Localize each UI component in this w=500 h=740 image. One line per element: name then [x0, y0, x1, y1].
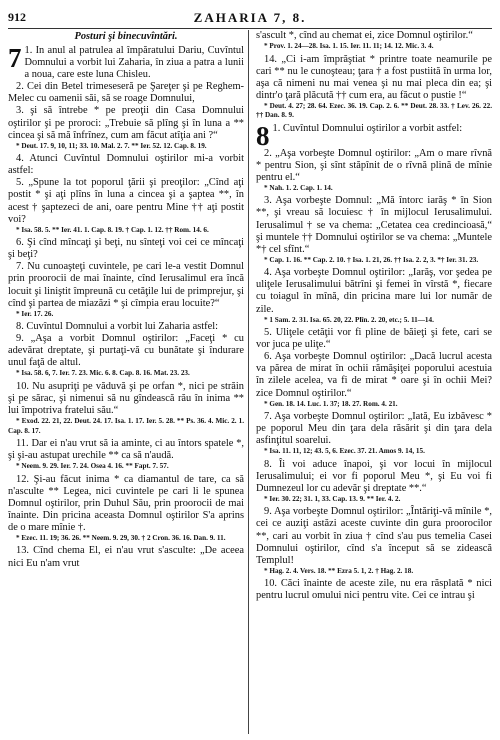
- verse-text: 8. Cuvîntul Domnului a vorbit lui Zaharia astfel:: [16, 321, 219, 333]
- reference-text: * Cap. 1. 16. ** Cap. 2. 10. † Isa. 1. 21, 26. †† Isa. 2. 2, 3. *† Ier. 31. 23.: [264, 255, 479, 264]
- verse: [8, 438, 244, 462]
- verse: [256, 54, 492, 102]
- reference-text: * Isa. 58. 5. ** Ier. 41. 1. Cap. 8. 19. † Cap. 1. 12. †† Rom. 14. 6.: [16, 225, 209, 234]
- verse: [8, 545, 244, 569]
- chapter-number: 7: [8, 45, 22, 73]
- verse-text: 12. Şi-au făcut inima * ca diamantul de tare, ca să n'asculte ** Legea, nici cuvintele pe cari li le spunea Domnul oştirilor, prin Duhul Său, prin proorocii de mai înainte. Din pricina aceasta Domnul oştirilor S'a aprins de o mare mînie †.: [8, 473, 244, 533]
- reference-note: [256, 495, 492, 504]
- reference-text: * Ier. 30. 22; 31. 1, 33. Cap. 13. 9. ** Ier. 4. 2.: [264, 494, 401, 503]
- verse: [256, 351, 492, 399]
- reference-note: [8, 226, 244, 235]
- reference-note: [256, 400, 492, 409]
- reference-text: * Ier. 17. 26.: [16, 309, 54, 318]
- verse: [8, 177, 244, 225]
- verse-text: 1. Cuvîntul Domnului oştirilor a vorbit astfel:: [272, 122, 463, 134]
- verse: [256, 148, 492, 184]
- reference-text: * Isa. 11. 11, 12; 43. 5, 6. Ezec. 37. 21. Amos 9. 14, 15.: [264, 447, 425, 456]
- verse-text: 7. Aşa vorbeşte Domnul oştirilor: „Iată, Eu izbăvesc * pe poporul Meu din ţara dela răsărit şi din ţara dela asfinţitul soarelui.: [256, 411, 492, 447]
- verse: [256, 267, 492, 315]
- verse-text: 1. In anul al patrulea al împăratului Dariu, Cuvîntul Domnului a vorbit lui Zaharia, în ziua a patra a lunii a noua, care este luna Chisleu.: [24, 45, 244, 81]
- verse: [256, 30, 492, 42]
- verse-text: 2. „Aşa vorbeşte Domnul oştirilor: „Am o mare rîvnă * pentru Sion, şi sînt stăpînit de o rîvnă plină de mînie pentru el.“: [256, 147, 492, 183]
- verse-text: 9. Aşa vorbeşte Domnul oştirilor: „Întăriţi-vă mînile *, cei ce auziţi astăzi aceste cuvinte din gura proorocilor **, cari au vorbit în ziua † cînd s'au pus temelia Casei Domnului oştirilor, cînd s'a început să se zidească Templul!: [256, 506, 492, 566]
- reference-note: [256, 102, 492, 121]
- verse-text: 10. Căci înainte de aceste zile, nu era răsplată * nici pentru lucrul omului nici pentru vite. Cei ce intrau şi: [256, 578, 492, 602]
- verse-text: 5. Uliţele cetăţii vor fi pline de băieţi şi fete, cari se vor juca pe uliţe.“: [256, 327, 492, 351]
- reference-text: * Deut. 4. 27; 28. 64. Ezec. 36. 19. Cap. 2. 6. ** Deut. 28. 33. † Lev. 26. 22. †† Dan. 8. 9.: [256, 101, 492, 120]
- reference-note: [8, 462, 244, 471]
- reference-note: [8, 417, 244, 436]
- reference-text: * Ezec. 11. 19; 36. 26. ** Neem. 9. 29, 30. † 2 Cron. 36. 16. Dan. 9. 11.: [16, 534, 226, 543]
- reference-text: * Hag. 2. 4. Vers. 18. ** Ezra 5. 1, 2. † Hag. 2. 18.: [264, 566, 414, 575]
- header-rule: [8, 28, 492, 29]
- right-column: [256, 30, 492, 736]
- verse-text: 2. Cei din Betel trimeseseră pe Şareţer şi pe Reghem-Melec cu oamenii săi, să se roage Domnului,: [8, 81, 244, 105]
- reference-text: * 1 Sam. 2. 31. Isa. 65. 20, 22. Plîn. 2. 20, etc.; 5. 11—14.: [264, 315, 434, 324]
- running-title: ZAHARIA 7, 8.: [193, 10, 307, 25]
- verse: [8, 81, 244, 105]
- verse-text: 9. „Aşa a vorbit Domnul oştirilor: „Faceţi * cu adevărat dreptate, şi purtaţi-vă cu bunătate şi îndurare unul faţă de altul.: [8, 333, 244, 369]
- reference-text: * Exod. 22. 21, 22. Deut. 24. 17. Isa. 1. 17. Ier. 5. 28. ** Ps. 36. 4. Mic. 2. 1. Cap. 8. 17.: [8, 417, 244, 435]
- verse-text: 8. Îi voi aduce înapoi, şi vor locui în mijlocul Ierusalimului; ei vor fi poporul Meu *, şi Eu voi fi Dumnezeul lor cu adevăr şi dreptate **.“: [256, 458, 492, 494]
- verse-text: 4. Atunci Cuvîntul Domnului oştirilor mi-a vorbit astfel:: [8, 153, 244, 177]
- verse: [256, 578, 492, 602]
- reference-note: [8, 534, 244, 543]
- reference-note: [8, 142, 244, 151]
- reference-note: [8, 369, 244, 378]
- verse: [8, 261, 244, 309]
- verse-text: 3. şi să întrebe * pe preoţii din Casa Domnului oştirilor şi pe proroci: „Trebuie să plîng şi în luna a ** cincea şi să mă înfrînez, cum am făcut atîţia ani ?“: [8, 105, 244, 141]
- verse: [8, 381, 244, 417]
- verse-text: 10. Nu asupriţi pe văduvă şi pe orfan *, nici pe străin şi pe sărac, şi nimenui să nu gîndească rău în inima ** lui împotriva fratelui său.“: [8, 380, 244, 417]
- verse-text: 11. Dar ei n'au vrut să ia aminte, ci au întors spatele *, şi şi-au astupat urechile ** ca să n'audă.: [8, 437, 244, 462]
- reference-note: [256, 567, 492, 576]
- reference-text: * Neem. 9. 29. Ier. 7. 24. Osea 4. 16. ** Fapt. 7. 57.: [16, 462, 169, 471]
- verse: [8, 105, 244, 141]
- reference-note: [8, 310, 244, 319]
- page-number: 912: [8, 10, 26, 24]
- verse-text: s'ascult *, cînd au chemat ei, zice Domnul oştirilor.“: [256, 30, 473, 41]
- reference-note: [256, 256, 492, 265]
- verse: [256, 327, 492, 351]
- page-header: [8, 10, 492, 26]
- verse-text: 6. Şi cînd mîncaţi şi beţi, nu sînteţi voi cei ce mîncaţi şi beţi?: [8, 237, 244, 261]
- verse: [8, 45, 244, 81]
- verse: [256, 459, 492, 495]
- verse: [8, 333, 244, 369]
- left-column: [8, 30, 244, 736]
- reference-text: * Gen. 18. 14. Luc. 1. 37; 18. 27. Rom. 4. 21.: [264, 399, 398, 408]
- verse-text: 6. Aşa vorbeşte Domnul oştirilor: „Dacă lucrul acesta va părea de mirat în ochii rămăşiţei poporului acestuia în zilele acelea, va fi de mirat * oare şi în ochii Mei? zice Domnul oştirilor.“: [256, 351, 492, 399]
- reference-text: * Deut. 17. 9, 10, 11; 33. 10. Mal. 2. 7. ** Ier. 52. 12. Cap. 8. 19.: [16, 141, 207, 150]
- verse: [8, 153, 244, 177]
- chapter-number: 8: [256, 122, 270, 148]
- reference-text: * Prov. 1. 24—28. Isa. 1. 15. Ier. 11. 11; 14. 12. Mic. 3. 4.: [264, 42, 434, 51]
- verse: [8, 321, 244, 333]
- reference-text: * Nah. 1. 2. Cap. 1. 14.: [264, 183, 333, 192]
- verse-text: 7. Nu cunoaşteţi cuvintele, pe cari le-a vestit Domnul prin proorocii de mai înainte, cînd Ierusalimul era încă locuit şi liniştit împreună cu cetăţile lui de primprejur, şi cînd şi partea de miazăzi * şi cîmpia erau locuite?“: [8, 261, 244, 309]
- verse: [8, 474, 244, 534]
- reference-text: * Isa. 58. 6, 7. Ier. 7. 23. Mic. 6. 8. Cap. 8. 16. Mat. 23. 23.: [16, 369, 190, 378]
- reference-note: [256, 447, 492, 456]
- verse-text: 13. Cînd chema El, ei n'au vrut s'asculte: „De aceea nici Eu n'am vrut: [8, 545, 244, 569]
- verse: [256, 123, 492, 148]
- verse-text: 5. „Spune la tot poporul ţării şi preoţilor: „Cînd aţi postit * şi aţi plîns în luna a cincea şi a şaptea **, în acest † şaptezeci de ani, oare pentru Mine †† aţi postit voi?: [8, 177, 244, 225]
- verse: [256, 506, 492, 566]
- verse: [256, 195, 492, 255]
- verse: [256, 411, 492, 447]
- verse: [8, 237, 244, 261]
- section-subtitle: Posturi şi binecuvîntări.: [74, 31, 178, 42]
- verse-text: 3. Aşa vorbeşte Domnul: „Mă întorc iarăş * în Sion **, şi vreau să locuiesc † în mijlocul Ierusalimului. Ierusalimul † se va chema: „Cetatea cea credincioasă,“ şi muntele †† Domnului oştirilor se va chema: „Muntele *† cel sfînt.“: [256, 195, 492, 255]
- reference-note: [256, 184, 492, 193]
- verse-text: 4. Aşa vorbeşte Domnul oştirilor: „Iarăş, vor şedea pe uliţele Ierusalimului bătrîni şi femei în vîrstă *, fiecare cu toiagul în mînă, din pricina mare lui lor număr de zile.: [256, 267, 492, 315]
- reference-note: [256, 316, 492, 325]
- column-divider: [248, 30, 249, 734]
- verse-text: 14. „Ci i-am împrăştiat * printre toate neamurile pe cari ** nu le cunoşteau; ţara † a fost pustiită în urma lor, aşa că nimeni nu mai venea şi nu mai pleca din ea; şi dintr'o ţară plăcută †† cum era, au făcut o pustie !“: [256, 53, 492, 101]
- reference-note: [256, 42, 492, 51]
